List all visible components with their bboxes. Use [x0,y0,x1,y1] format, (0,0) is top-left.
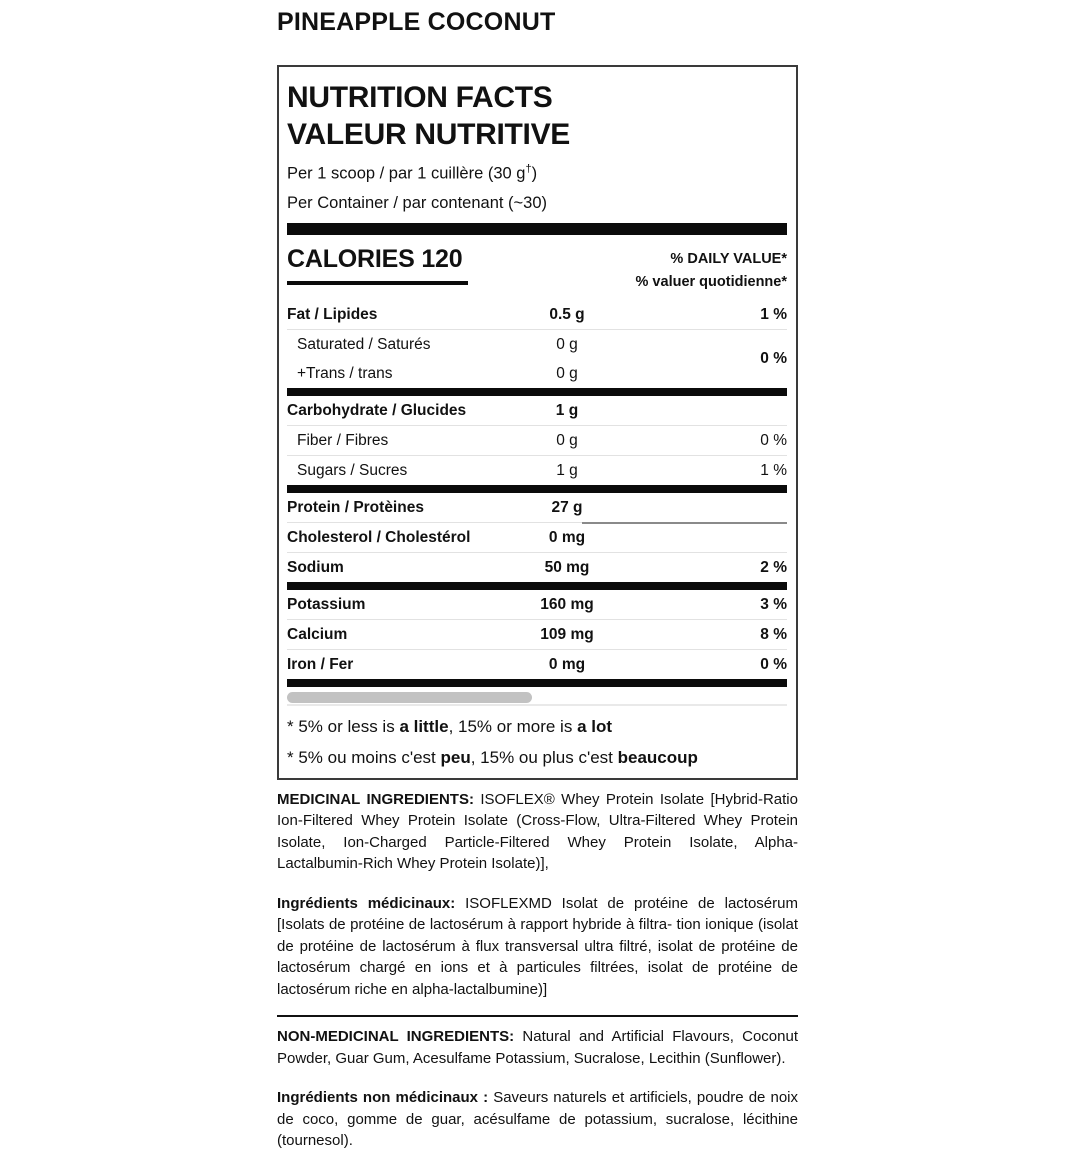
footnote-text: , 15% or more is [448,716,578,736]
fat-section [287,300,787,388]
scrollbar-thumb[interactable] [287,692,532,703]
section-divider-bar [287,388,787,396]
nutrient-amount: 50 mg [544,558,590,576]
nutrient-amount: 1 g [555,401,579,419]
footnote-text: * 5% ou moins c'est [287,747,441,767]
per-container-line: Per Container / par contenant (~30) [287,193,548,212]
nutrient-amount: 0 mg [548,655,586,673]
nutrient-row-cholesterol [287,522,787,552]
dagger-symbol: † [525,163,532,175]
nutrient-row-saturated [287,330,787,359]
nutrient-row-iron [287,649,787,679]
nutrient-amount: 109 mg [540,625,594,643]
nutrient-label: Protein / Protèines [287,498,424,516]
serving-size-line [287,163,787,184]
nutrient-amount: 0 g [556,364,578,382]
nutrient-dv: 1 % [760,461,787,479]
nutrient-row-protein [287,493,787,522]
content-column [277,8,798,1167]
nutrient-row-trans [287,359,787,388]
nutrient-row-sodium [287,552,787,582]
ingredients-text: Saveurs naturels et artificiels, poudre de noix de coco, gomme de guar, acésulfame de potassium, sucralose, lécithine (tournesol). [277,1089,799,1149]
nutrient-row-carbohydrate [287,396,787,425]
nutrient-label: Saturated / Saturés [297,335,431,353]
section-divider-bar [287,485,787,493]
nutrient-amount: 160 mg [540,595,594,613]
section-divider-bar [287,679,787,687]
nutrient-label: Carbohydrate / Glucides [287,401,467,419]
protein-section [287,493,787,582]
serving-text: Per 1 scoop / par 1 cuillère (30 g [287,164,526,183]
footnote-fr [287,748,787,768]
nutrient-amount: 0 g [556,335,578,353]
footnote-bold: beaucoup [617,747,698,767]
medicinal-ingredients-fr [277,893,798,1001]
nutrient-dv: 0 % [760,431,787,449]
flavor-title: PINEAPPLE COCONUT [277,8,556,36]
ingredients-text: Natural and Artificial Flavours, Coconut Powder, Guar Gum, Acesulfame Potassium, Sucralose, Lecithin (Sunflower). [277,1028,798,1067]
calories-value: CALORIES 120 [287,245,468,285]
footnote-bold: a little [399,716,449,736]
nutrient-dv: 0 % [760,655,787,673]
nutrient-row-fat [287,300,787,329]
ingredients-label: Ingrédients non médicinaux : [277,1089,489,1106]
daily-value-header [636,245,787,294]
daily-value-header-fr: % valuer quotidienne* [635,273,787,290]
nutrient-label: +Trans / trans [297,364,393,382]
nutrient-label: Potassium [287,595,366,613]
nutrient-label: Calcium [287,625,348,643]
nutrient-row-fiber [287,425,787,455]
carbohydrate-section [287,396,787,485]
ingredients-divider [277,1015,798,1017]
ingredients-label: Ingrédients médicinaux: [277,894,456,912]
nutrient-amount: 1 g [556,461,578,479]
serving-text-suffix: ) [531,164,538,183]
saturated-trans-group [287,329,787,388]
nutrient-row-sugars [287,455,787,485]
ingredients-text: ISOFLEX® Whey Protein Isolate [Hybrid-Ratio Ion-Filtered Whey Protein Isolate (Cross-Flow, Ultra-Filtered Whey Protein Isolate, Ion-Charged Particle-Filtered Whey Protein Isolate, Alpha-Lactalbumin-Rich Whey Protein Isolate)], [277,790,798,872]
ingredients-label: NON-MEDICINAL INGREDIENTS: [277,1028,515,1045]
medicinal-ingredients-en [277,789,798,875]
nutrient-dv: 3 % [760,595,787,613]
panel-title [287,79,787,153]
nutrition-facts-panel [277,65,798,780]
nutrient-dv: 2 % [760,558,787,576]
footnote-en [287,717,787,737]
nutrient-label: Sugars / Sucres [297,461,408,479]
calories-header-row [287,245,787,294]
footnote-text: , 15% ou plus c'est [470,747,618,767]
nutrient-label: Fat / Lipides [287,305,378,323]
nutrient-dv: 1 % [760,305,787,323]
panel-title-fr: VALEUR NUTRITIVE [287,118,570,151]
horizontal-scrollbar [287,690,787,706]
nutrient-amount: 0 mg [548,528,586,546]
nutrient-amount: 0 g [556,431,578,449]
header-divider-bar [287,223,787,235]
non-medicinal-ingredients-fr [277,1087,798,1152]
non-medicinal-ingredients-en [277,1026,798,1069]
nutrient-label: Fiber / Fibres [297,431,389,449]
nutrient-label: Sodium [287,558,344,576]
footnote-text: * 5% or less is [287,716,400,736]
nutrient-amount: 27 g [551,498,583,516]
footnote-bold: a lot [577,716,613,736]
panel-title-en: NUTRITION FACTS [287,81,553,114]
section-divider-bar [287,582,787,590]
daily-value-header-en: % DAILY VALUE* [670,250,787,267]
footnote-bold: peu [440,747,471,767]
nutrient-dv: 8 % [760,625,787,643]
saturated-trans-dv: 0 % [752,350,787,368]
ingredients-text: ISOFLEXMD Isolat de protéine de lactosérum [Isolats de protéine de lactosérum à rapport hybride à filtra- tion ionique (isolat de protéine de lactosérum à flux transversal ultra filtré, isolat de protéine de lactosérum chargé en ions et à particules filtrées, isolat de protéine de lactosérum riche en alpha-lactalbumine)] [277,894,798,998]
nutrient-label: Cholesterol / Cholestérol [287,528,471,546]
ingredients-label: MEDICINAL INGREDIENTS: [277,790,474,808]
nutrient-amount: 0.5 g [549,305,585,323]
minerals-section [287,590,787,679]
nutrient-row-potassium [287,590,787,619]
nutrient-label: Iron / Fer [287,655,354,673]
nutrient-row-calcium [287,619,787,649]
